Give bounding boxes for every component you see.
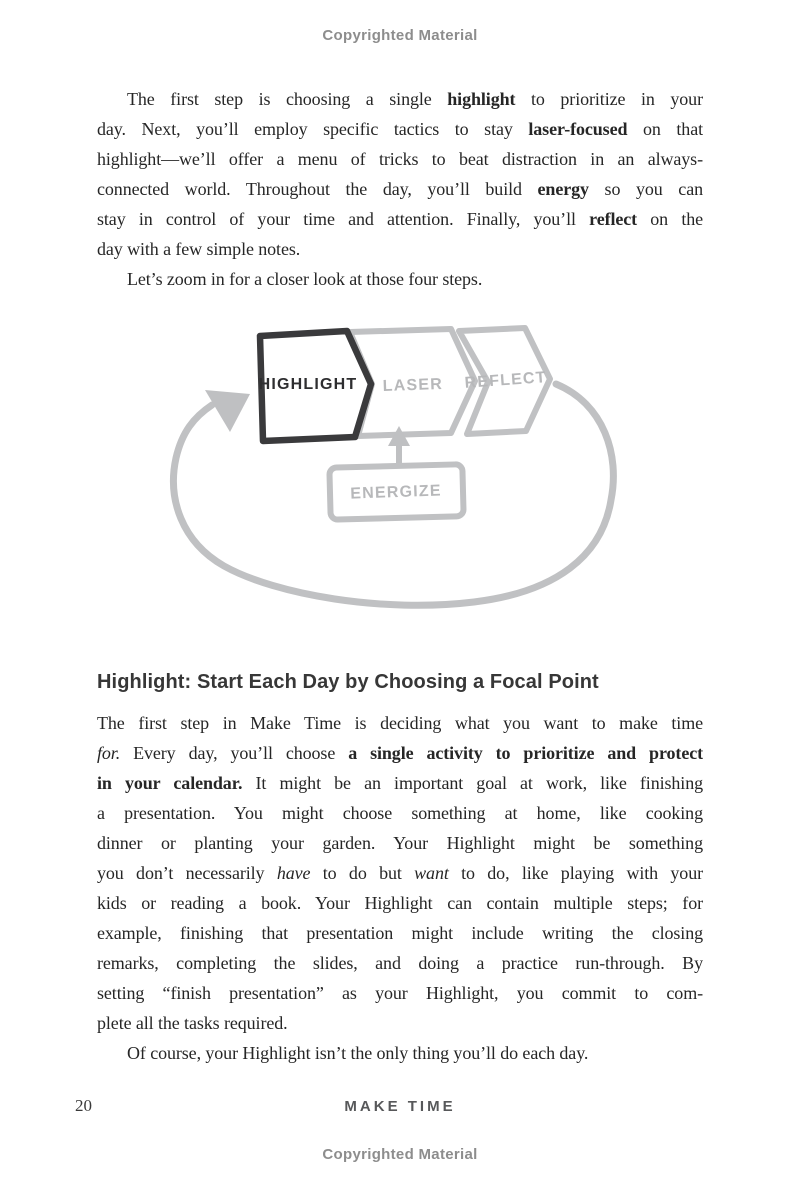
text-line: dinner or planting your garden. Your Highlight might be something bbox=[97, 833, 703, 853]
text-line: The first step is choosing a single highlight to prioritize in your bbox=[127, 89, 703, 109]
footer-page-number: 20 bbox=[75, 1096, 92, 1115]
text-line: for. Every day, you’ll choose a single activity to prioritize and protect bbox=[97, 743, 703, 763]
copyright-watermark-top: Copyrighted Material bbox=[322, 27, 478, 44]
paragraph-intro bbox=[97, 84, 703, 264]
text-line: day with a few simple notes. bbox=[97, 239, 301, 259]
step-reflect-label: REFLECT bbox=[464, 369, 548, 392]
paragraph-zoom-in bbox=[97, 264, 703, 294]
paragraph-of-course bbox=[97, 1038, 703, 1068]
energize-label: ENERGIZE bbox=[350, 482, 442, 503]
footer-running-title: MAKE TIME bbox=[344, 1098, 456, 1115]
text-line: a presentation. You might choose something at home, like cooking bbox=[97, 803, 703, 823]
section-heading: Highlight: Start Each Day by Choosing a Focal Point bbox=[97, 671, 599, 693]
text-line: stay in control of your time and attention. Finally, you’ll reflect on the bbox=[97, 209, 703, 229]
text-line: in your calendar. It might be an important goal at work, like finishing bbox=[97, 773, 703, 793]
text-line: example, finishing that presentation might include writing the closing bbox=[97, 923, 703, 943]
step-highlight-label: HIGHLIGHT bbox=[258, 376, 358, 393]
loop-arrowhead-icon bbox=[205, 390, 250, 432]
text-line: Of course, your Highlight isn’t the only thing you’ll do each day. bbox=[127, 1043, 589, 1063]
text-line: Let’s zoom in for a closer look at those four steps. bbox=[127, 269, 483, 289]
copyright-watermark-bottom: Copyrighted Material bbox=[322, 1146, 478, 1163]
paragraph-highlight-body bbox=[97, 708, 703, 1038]
text-line: remarks, completing the slides, and doing a practice run-through. By bbox=[97, 953, 703, 973]
text-line: setting “finish presentation” as your Highlight, you commit to com- bbox=[97, 983, 703, 1003]
text-line: highlight—we’ll offer a menu of tricks to beat distraction in an always- bbox=[97, 149, 703, 169]
text-line: day. Next, you’ll employ specific tactics to stay laser-focused on that bbox=[97, 119, 703, 139]
text-line: connected world. Throughout the day, you’ll build energy so you can bbox=[97, 179, 703, 199]
text-line: The first step in Make Time is deciding what you want to make time bbox=[97, 713, 703, 733]
text-line: kids or reading a book. Your Highlight can contain multiple steps; for bbox=[97, 893, 703, 913]
step-laser-label: LASER bbox=[382, 375, 444, 396]
text-line: you don’t necessarily have to do but want to do, like playing with your bbox=[97, 863, 703, 883]
make-time-loop-diagram bbox=[140, 312, 630, 617]
text-line: plete all the tasks required. bbox=[97, 1013, 288, 1033]
